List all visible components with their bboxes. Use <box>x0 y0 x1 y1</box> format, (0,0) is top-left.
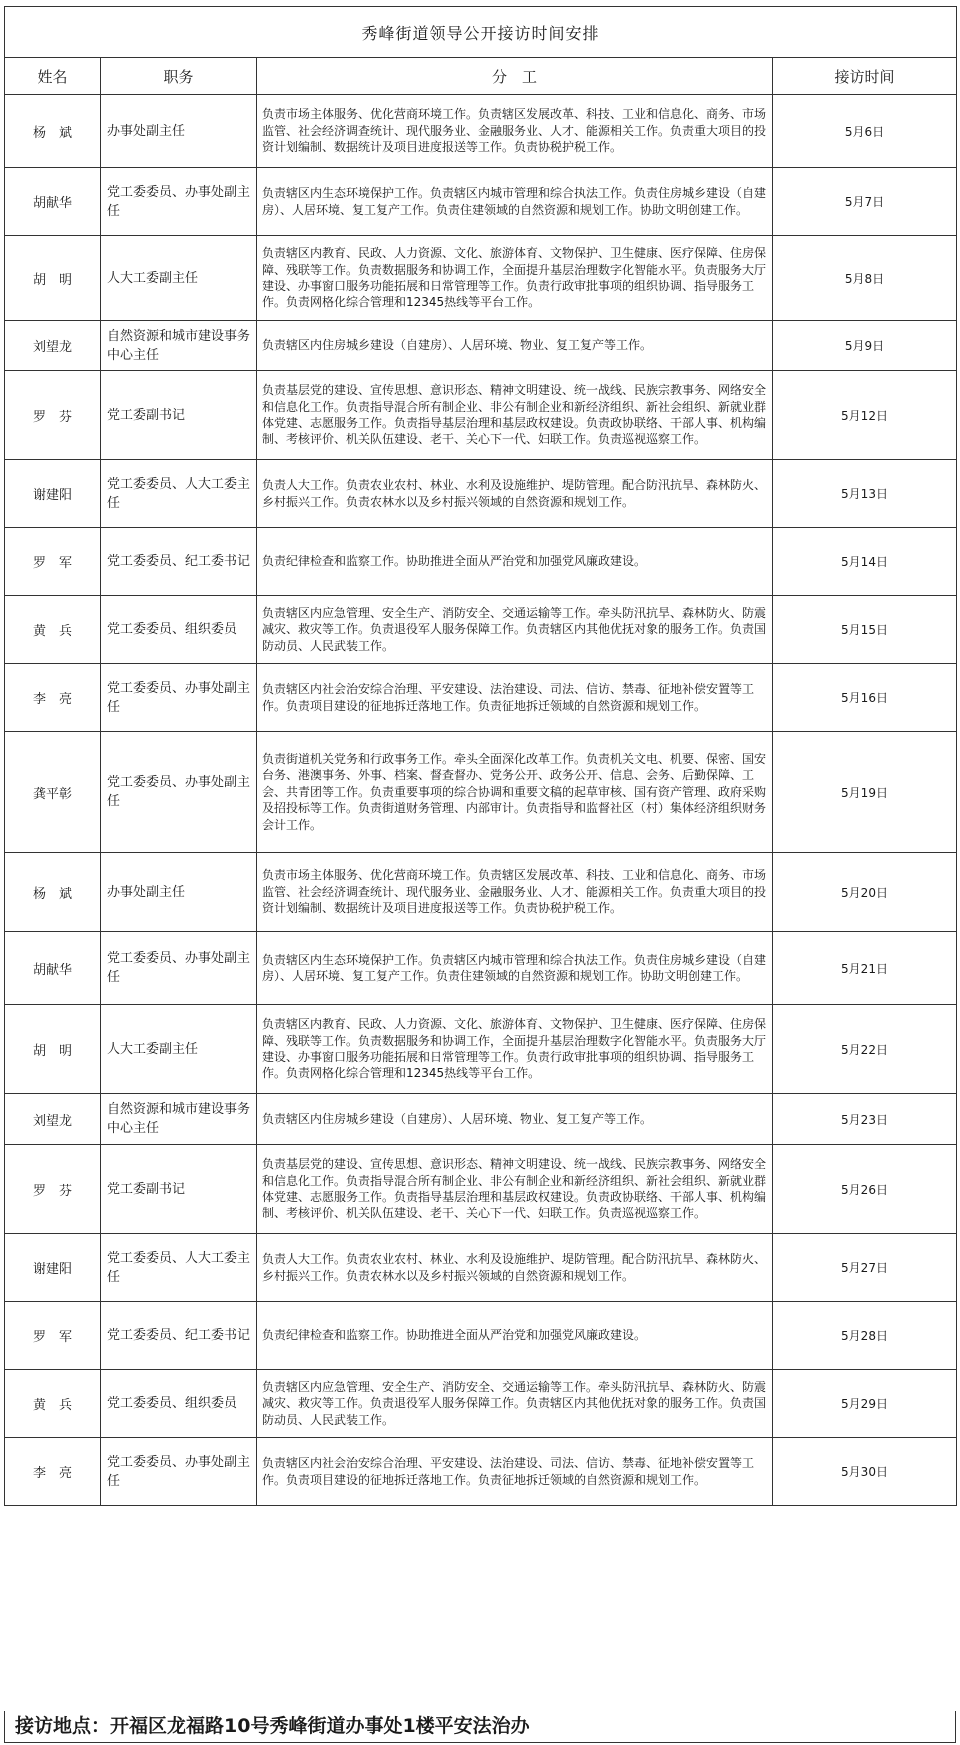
cell-post: 党工委委员、办事处副主任 <box>101 932 257 1005</box>
table-row <box>5 932 957 1005</box>
cell-post: 人大工委副主任 <box>101 1005 257 1094</box>
cell-post: 办事处副主任 <box>101 95 257 168</box>
cell-post: 党工委委员、办事处副主任 <box>101 168 257 236</box>
cell-name: 罗 芬 <box>5 1145 101 1234</box>
cell-time: 5月28日 <box>773 1302 957 1370</box>
cell-time: 5月7日 <box>773 168 957 236</box>
cell-time: 5月15日 <box>773 596 957 664</box>
cell-name: 杨 斌 <box>5 853 101 932</box>
table-row <box>5 528 957 596</box>
cell-post: 党工委委员、人大工委主任 <box>101 460 257 528</box>
cell-name: 刘望龙 <box>5 321 101 371</box>
cell-post: 人大工委副主任 <box>101 236 257 321</box>
cell-name: 胡 明 <box>5 236 101 321</box>
cell-time: 5月20日 <box>773 853 957 932</box>
cell-name: 罗 军 <box>5 1302 101 1370</box>
cell-name: 龚平彰 <box>5 732 101 853</box>
cell-name: 黄 兵 <box>5 1370 101 1438</box>
cell-duty: 负责街道机关党务和行政事务工作。牵头全面深化改革工作。负责机关文电、机要、保密、国安台务、港澳事务、外事、档案、督查督办、党务公开、政务公开、信息、会务、后勤保障、工会、共青团等工作。负责重要事项的综合协调和重要文稿的起草审核、国有资产管理、政府采购及招投标等工作。负责街道财务管理、内部审计。负责指导和监督社区（村）集体经济组织财务会计工作。 <box>257 732 773 853</box>
table-row <box>5 371 957 460</box>
cell-name: 杨 斌 <box>5 95 101 168</box>
cell-time: 5月27日 <box>773 1234 957 1302</box>
cell-name: 胡 明 <box>5 1005 101 1094</box>
cell-duty: 负责辖区内社会治安综合治理、平安建设、法治建设、司法、信访、禁毒、征地补偿安置等工作。负责项目建设的征地拆迁落地工作。负责征地拆迁领域的自然资源和规划工作。 <box>257 1438 773 1506</box>
cell-time: 5月9日 <box>773 321 957 371</box>
table-row <box>5 1438 957 1506</box>
cell-name: 罗 芬 <box>5 371 101 460</box>
cell-post: 党工委委员、办事处副主任 <box>101 1438 257 1506</box>
header-name: 姓名 <box>5 58 101 95</box>
table-row <box>5 168 957 236</box>
cell-duty: 负责辖区内教育、民政、人力资源、文化、旅游体育、文物保护、卫生健康、医疗保障、住房保障、残联等工作。负责数据服务和协调工作，全面提升基层治理数字化智能水平。负责服务大厅建设、办事窗口服务功能拓展和日常管理等工作。负责行政审批事项的组织协调、指导服务工作。负责网格化综合管理和12345热线等平台工作。 <box>257 1005 773 1094</box>
cell-time: 5月29日 <box>773 1370 957 1438</box>
cell-name: 谢建阳 <box>5 1234 101 1302</box>
schedule-rows <box>5 95 957 1506</box>
cell-duty: 负责纪律检查和监察工作。协助推进全面从严治党和加强党风廉政建设。 <box>257 528 773 596</box>
cell-post: 党工委委员、人大工委主任 <box>101 1234 257 1302</box>
cell-post: 办事处副主任 <box>101 853 257 932</box>
table-row <box>5 664 957 732</box>
cell-duty: 负责纪律检查和监察工作。协助推进全面从严治党和加强党风廉政建设。 <box>257 1302 773 1370</box>
cell-duty: 负责辖区内生态环境保护工作。负责辖区内城市管理和综合执法工作。负责住房城乡建设（自建房）、人居环境、复工复产工作。负责住建领域的自然资源和规划工作。协助文明创建工作。 <box>257 168 773 236</box>
table-row <box>5 1094 957 1145</box>
cell-duty: 负责人大工作。负责农业农村、林业、水利及设施维护、堤防管理。配合防汛抗旱、森林防火、乡村振兴工作。负责农林水以及乡村振兴领域的自然资源和规划工作。 <box>257 1234 773 1302</box>
cell-name: 刘望龙 <box>5 1094 101 1145</box>
cell-post: 党工委委员、组织委员 <box>101 1370 257 1438</box>
table-row <box>5 236 957 321</box>
cell-time: 5月30日 <box>773 1438 957 1506</box>
cell-name: 罗 军 <box>5 528 101 596</box>
cell-duty: 负责辖区内住房城乡建设（自建房）、人居环境、物业、复工复产等工作。 <box>257 321 773 371</box>
header-duty: 分 工 <box>257 58 773 95</box>
cell-name: 谢建阳 <box>5 460 101 528</box>
cell-time: 5月14日 <box>773 528 957 596</box>
cell-duty: 负责基层党的建设、宣传思想、意识形态、精神文明建设、统一战线、民族宗教事务、网络安全和信息化工作。负责指导混合所有制企业、非公有制企业和新经济组织、新社会组织、新就业群体党建、志愿服务工作。负责指导基层治理和基层政权建设。负责政协联络、干部人事、机构编制、考核评价、机关队伍建设、老干、关心下一代、妇联工作。负责巡视巡察工作。 <box>257 1145 773 1234</box>
schedule-table <box>4 6 957 1506</box>
cell-post: 党工委副书记 <box>101 1145 257 1234</box>
cell-name: 李 亮 <box>5 664 101 732</box>
table-row <box>5 1145 957 1234</box>
cell-name: 胡献华 <box>5 168 101 236</box>
cell-time: 5月12日 <box>773 371 957 460</box>
cell-duty: 负责辖区内社会治安综合治理、平安建设、法治建设、司法、信访、禁毒、征地补偿安置等工作。负责项目建设的征地拆迁落地工作。负责征地拆迁领域的自然资源和规划工作。 <box>257 664 773 732</box>
cell-time: 5月8日 <box>773 236 957 321</box>
cell-duty: 负责辖区内教育、民政、人力资源、文化、旅游体育、文物保护、卫生健康、医疗保障、住房保障、残联等工作。负责数据服务和协调工作，全面提升基层治理数字化智能水平。负责服务大厅建设、办事窗口服务功能拓展和日常管理等工作。负责行政审批事项的组织协调、指导服务工作。负责网格化综合管理和12345热线等平台工作。 <box>257 236 773 321</box>
cell-time: 5月16日 <box>773 664 957 732</box>
cell-post: 自然资源和城市建设事务中心主任 <box>101 1094 257 1145</box>
cell-time: 5月6日 <box>773 95 957 168</box>
cell-duty: 负责人大工作。负责农业农村、林业、水利及设施维护、堤防管理。配合防汛抗旱、森林防火、乡村振兴工作。负责农林水以及乡村振兴领域的自然资源和规划工作。 <box>257 460 773 528</box>
cell-post: 党工委委员、组织委员 <box>101 596 257 664</box>
table-row <box>5 1234 957 1302</box>
table-row <box>5 1370 957 1438</box>
cell-duty: 负责市场主体服务、优化营商环境工作。负责辖区发展改革、科技、工业和信息化、商务、市场监管、社会经济调查统计、现代服务业、金融服务业、人才、能源相关工作。负责重大项目的投资计划编制、数据统计及项目进度报送等工作。负责协税护税工作。 <box>257 853 773 932</box>
table-row <box>5 460 957 528</box>
cell-post: 党工委委员、办事处副主任 <box>101 664 257 732</box>
cell-name: 黄 兵 <box>5 596 101 664</box>
cell-time: 5月23日 <box>773 1094 957 1145</box>
cell-time: 5月22日 <box>773 1005 957 1094</box>
table-row <box>5 596 957 664</box>
cell-post: 党工委委员、纪工委书记 <box>101 528 257 596</box>
cell-time: 5月13日 <box>773 460 957 528</box>
cell-duty: 负责辖区内住房城乡建设（自建房）、人居环境、物业、复工复产等工作。 <box>257 1094 773 1145</box>
table-row <box>5 1005 957 1094</box>
cell-duty: 负责辖区内生态环境保护工作。负责辖区内城市管理和综合执法工作。负责住房城乡建设（自建房）、人居环境、复工复产工作。负责住建领域的自然资源和规划工作。协助文明创建工作。 <box>257 932 773 1005</box>
cell-time: 5月26日 <box>773 1145 957 1234</box>
cell-post: 自然资源和城市建设事务中心主任 <box>101 321 257 371</box>
table-row <box>5 732 957 853</box>
cell-post: 党工委委员、办事处副主任 <box>101 732 257 853</box>
cell-duty: 负责辖区内应急管理、安全生产、消防安全、交通运输等工作。牵头防汛抗旱、森林防火、防震减灾、救灾等工作。负责退役军人服务保障工作。负责辖区内其他优抚对象的服务工作。负责国防动员、人民武装工作。 <box>257 1370 773 1438</box>
cell-time: 5月19日 <box>773 732 957 853</box>
cell-name: 胡献华 <box>5 932 101 1005</box>
cell-post: 党工委委员、纪工委书记 <box>101 1302 257 1370</box>
cell-duty: 负责辖区内应急管理、安全生产、消防安全、交通运输等工作。牵头防汛抗旱、森林防火、防震减灾、救灾等工作。负责退役军人服务保障工作。负责辖区内其他优抚对象的服务工作。负责国防动员、人民武装工作。 <box>257 596 773 664</box>
header-time: 接访时间 <box>773 58 957 95</box>
cell-time: 5月21日 <box>773 932 957 1005</box>
cell-duty: 负责基层党的建设、宣传思想、意识形态、精神文明建设、统一战线、民族宗教事务、网络安全和信息化工作。负责指导混合所有制企业、非公有制企业和新经济组织、新社会组织、新就业群体党建、志愿服务工作。负责指导基层治理和基层政权建设。负责政协联络、干部人事、机构编制、考核评价、机关队伍建设、老干、关心下一代、妇联工作。负责巡视巡察工作。 <box>257 371 773 460</box>
table-row <box>5 1302 957 1370</box>
table-row <box>5 95 957 168</box>
header-row <box>5 58 957 95</box>
table-title: 秀峰街道领导公开接访时间安排 <box>5 7 957 58</box>
table-row <box>5 853 957 932</box>
cell-name: 李 亮 <box>5 1438 101 1506</box>
cell-post: 党工委副书记 <box>101 371 257 460</box>
table-row <box>5 321 957 371</box>
cell-duty: 负责市场主体服务、优化营商环境工作。负责辖区发展改革、科技、工业和信息化、商务、市场监管、社会经济调查统计、现代服务业、金融服务业、人才、能源相关工作。负责重大项目的投资计划编制、数据统计及项目进度报送等工作。负责协税护税工作。 <box>257 95 773 168</box>
visit-location: 接访地点：开福区龙福路10号秀峰街道办事处1楼平安法治办 <box>4 1711 956 1743</box>
header-post: 职务 <box>101 58 257 95</box>
